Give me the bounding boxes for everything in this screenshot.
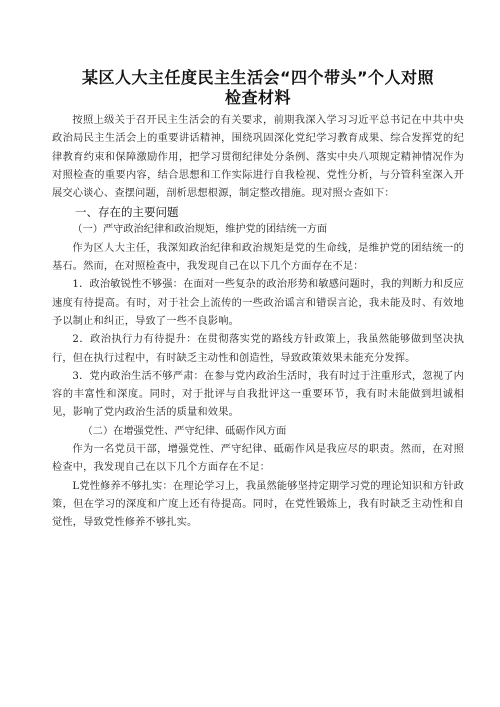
title-line-2: 检查材料 <box>224 88 291 107</box>
document-title <box>52 68 464 108</box>
subsection-1-paragraph: 作为区人大主任，我深知政治纪律和政治规矩是党的生命线，是维护党的团结统一的基石。然而，在对照检查中，我发现自己在以下几个方面存在不足： <box>52 242 464 273</box>
list-item-party-cultivation: L党性修养不够扎实：在理论学习上，我虽然能够坚持定期学习党的理论知识和方针政策，但在学习的深度和广度上还有待提高。同时，在党性锻炼上，我有时缺乏主动性和自觉性，导致党性修养不够扎实。 <box>52 480 464 529</box>
list-item-political-execution: 2．政治执行力有待提升：在贯彻落实党的路线方针政策上，我虽然能够做到坚决执行，但在执行过程中，有时缺乏主动性和创造性，导致政策效果未能充分发挥。 <box>52 334 464 364</box>
intro-paragraph: 按照上级关于召开民主生活会的有关要求，前期我深入学习习近平总书记在中共中央政治局民主生活会上的重要讲话精神，围绕巩固深化党纪学习教育成果、综合发挥党的纪律教育约束和保障激励作用，把学习贯彻纪律处分条例、落实中央八项规定精神情况作为对照检查的重要内容，结合思想和工作实际进行自我检视、党性分析，与分管科室深入开展交心谈心、查摆问题，剖析思想根源，制定整改措施。现对照☆查如下： <box>52 115 464 200</box>
section-heading-problems: 一、存在的主要问题 <box>75 205 179 220</box>
list-item-party-political-life: 3．党内政治生活不够严肃：在参与党内政治生活时，我有时过于注重形式，忽视了内容的丰富性和深度。同时，对于批评与自我批评这一重要环节，我有时未能做到坦诚相见，影响了党内政治生活的质量和效果。 <box>52 370 464 419</box>
subsection-heading-party-spirit: （二）在增强党性、严守纪律、砥砺作风方面 <box>82 425 287 437</box>
list-item-political-sensitivity: 1．政治敏锐性不够强：在面对一些复杂的政治形势和敏感问题时，我的判断力和反应速度有待提高。有时，对于社会上流传的一些政治谣言和错误言论，我未能及时、有效地予以制止和纠正，导致了一些不良影响。 <box>52 279 464 327</box>
title-line-1: 某区人大主任度民主生活会“四个带头”个人对照 <box>81 68 435 87</box>
subsection-heading-political-discipline: （一）严守政治纪律和政治规矩，维护党的团结统一方面 <box>72 224 328 236</box>
subsection-2-paragraph: 作为一名党员干部，增强党性、严守纪律、砥砺作风是我应尽的职责。然而，在对照检查中，我发现自己在以下几个方面存在不足： <box>52 444 464 474</box>
